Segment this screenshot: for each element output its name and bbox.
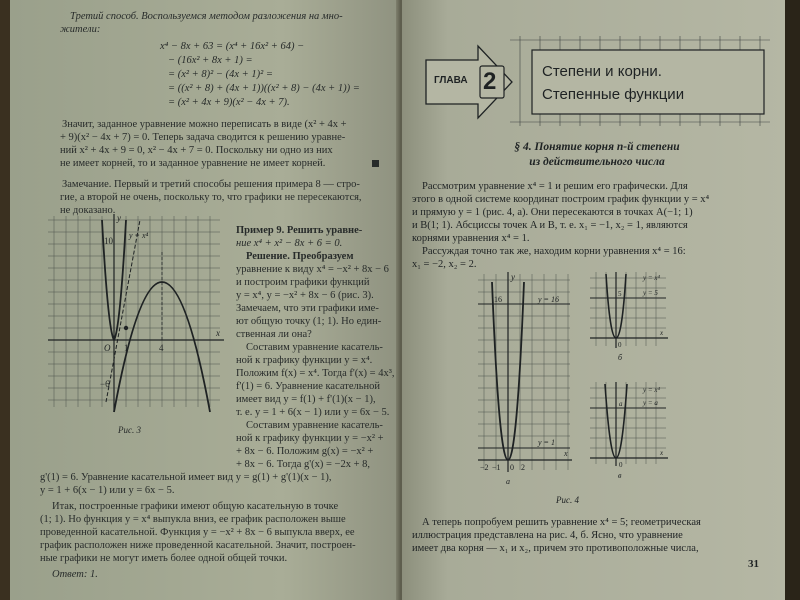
fig4a-tick-minus2: −2 [480, 463, 489, 472]
example-line: уравнение к виду x⁴ = −x² + 8x − 6 [236, 264, 389, 275]
fig4c-label-yx4: y = x⁴ [643, 386, 660, 394]
graph-origin: O [104, 343, 111, 353]
right-bottom-line: имеет два корня — x₁ и x₂, причем это противоположные числа, [412, 543, 699, 554]
example-line: Положим f(x) = x⁴. Тогда f'(x) = 4x³, [236, 368, 395, 379]
end-of-proof-mark [372, 160, 379, 167]
figure-3-caption: Рис. 3 [118, 425, 141, 435]
left-eq-5: = (x² + 4x + 9)(x² − 4x + 7). [168, 97, 290, 108]
example-line: y = x⁴, y = −x² + 8x − 6 (рис. 3). [236, 290, 374, 301]
example-line: f'(1) = 6. Уравнение касательной [236, 381, 381, 392]
right-para-line: Рассмотрим уравнение x⁴ = 1 и решим его графически. Для [422, 181, 688, 192]
figure-3-graph [44, 212, 226, 420]
chapter-title-line2: Степенные функции [542, 86, 685, 103]
fig4c-sublabel: в [618, 471, 622, 480]
example-line: т. е. y = 1 + 6(x − 1) или y = 6x − 5. [236, 407, 390, 418]
example-line: Замечаем, что эти графики име- [236, 303, 379, 314]
fig4a-tick-16: 16 [494, 295, 502, 304]
answer-line: Ответ: 1. [52, 569, 98, 580]
fig4b-tick-5: 5 [618, 290, 622, 298]
right-bottom-line: А теперь попробуем решить уравнение x⁴ = 5; геометрическая [422, 517, 701, 528]
left-remark-line: гие, а второй не очень, поскольку то, что графики не пересекаются, [60, 192, 362, 203]
fig4c-label-ya: y = a [643, 399, 658, 407]
fig4b-x-label: x [660, 329, 664, 337]
figure-4b-graph [588, 270, 668, 364]
figure-4c-graph [588, 380, 668, 480]
fig4a-label-y1: y = 1 [538, 438, 555, 447]
figure-4a-graph [476, 270, 572, 488]
graph-tick-minus6: −6 [100, 379, 110, 389]
fig4c-tick-0: 0 [619, 461, 623, 469]
fig4b-label-y5: y = 5 [643, 289, 658, 297]
right-para-line: и B(1; 1). Абсциссы точек A и B, т. е. x₁ = −1, x₂ = 1, являются [412, 220, 688, 231]
left-intro-line2: жители: [60, 24, 101, 35]
section-title-line1: § 4. Понятие корня n-й степени [514, 141, 680, 153]
graph-label-y-x4: y = x⁴ [129, 231, 149, 240]
left-bottom-line: ные графики не могут иметь более одной общей точки. [40, 553, 288, 564]
fig4b-tick-0: 0 [618, 341, 622, 349]
example-line: + 8x − 6. Положим g(x) = −x² + [236, 446, 374, 457]
left-remark-line: не доказано. [60, 205, 116, 216]
graph-tick-4: 4 [159, 343, 164, 353]
fig4a-y-label: y [511, 272, 515, 282]
example-line: Решение. Преобразуем [246, 251, 354, 262]
left-para-line: ний x² + 4x + 9 = 0, x² − 4x + 7 = 0. Поскольку ни одно из них [60, 145, 333, 156]
fig4a-tick-2: 2 [521, 463, 525, 472]
right-para-line: корнями уравнения x⁴ = 1. [412, 233, 530, 244]
fig4a-tick-0: 0 [510, 463, 514, 472]
graph-tick-1: 1 [124, 343, 129, 353]
right-para-line: x₁ = −2, x₂ = 2. [412, 259, 477, 270]
left-para-line: не имеет корней, то и заданное уравнение не имеет корней. [60, 158, 326, 169]
example-line: ют общую точку (1; 1). Но един- [236, 316, 382, 327]
left-para-line: + 9)(x² − 4x + 7) = 0. Теперь задача сводится к решению уравне- [60, 132, 346, 143]
right-para-line: и прямую y = 1 (рис. 4, а). Они пересекаются в точках A(−1; 1) [412, 207, 693, 218]
left-bottom-line: график расположен ниже проведенной касательной. Значит, построен- [40, 540, 356, 551]
example-line: ной к графику функции y = −x² + [236, 433, 384, 444]
left-para-line: Значит, заданное уравнение можно переписать в виде (x² + 4x + [62, 119, 347, 130]
fig4c-x-label: x [660, 449, 664, 457]
section-title-line2: из действительного числа [529, 156, 665, 168]
example-line: ние x⁴ + x² − 8x + 6 = 0. [236, 238, 343, 249]
right-para-line: Рассуждая точно так же, находим корни уравнения x⁴ = 16: [422, 246, 686, 257]
fig4a-sublabel: а [506, 477, 510, 486]
graph-x-label: x [216, 328, 220, 338]
graph-tick-10: 10 [104, 236, 113, 246]
left-eq-3: = (x² + 8)² − (4x + 1)² = [168, 69, 273, 80]
page-number: 31 [748, 558, 759, 570]
right-bottom-line: иллюстрация представлена на рис. 4, б. Ясно, что уравнение [412, 530, 683, 541]
fig4a-tick-minus1: −1 [492, 463, 501, 472]
chapter-number: 2 [483, 68, 497, 95]
fig4a-label-y16: y = 16 [538, 295, 559, 304]
example-line: ной к графику функции y = x⁴. [236, 355, 373, 366]
example-line: Составим уравнение касатель- [246, 342, 383, 353]
right-para-line: этого в одной системе координат построим график функции y = x⁴ [412, 194, 710, 205]
left-bottom-line: Итак, построенные графики имеют общую касательную в точке [52, 501, 339, 512]
example-line: имеет вид y = f(1) + f'(1)(x − 1), [236, 394, 376, 405]
fig4b-label-yx4: y = x⁴ [643, 274, 660, 282]
fig4a-x-label: x [564, 449, 568, 458]
left-bottom-line: (1; 1). Но функция y = x⁴ выпукла вниз, ее график расположен выше [40, 514, 346, 525]
fig4c-tick-a: a [619, 400, 623, 408]
left-eq-2: − (16x² + 8x + 1) = [168, 55, 253, 66]
example-line: и построим графики функций [236, 277, 370, 288]
example-line: + 8x − 6. Тогда g'(x) = −2x + 8, [236, 459, 371, 470]
left-eq-4: = ((x² + 8) + (4x + 1))((x² + 8) − (4x + 1)) = [168, 83, 360, 94]
graph-y-label: y [117, 213, 121, 223]
figure-4-caption: Рис. 4 [556, 495, 579, 505]
chapter-label: ГЛАВА [434, 75, 468, 86]
left-remark-line: Замечание. Первый и третий способы решения примера 8 — стро- [62, 179, 360, 190]
chapter-title-line1: Степени и корни. [542, 63, 662, 80]
left-eq-1: x⁴ − 8x + 63 = (x⁴ + 16x² + 64) − [160, 41, 305, 52]
table-edge [785, 0, 800, 600]
left-intro-line: Третий способ. Воспользуемся методом разложения на мно- [70, 11, 343, 22]
example-line: ственная ли она? [236, 329, 312, 340]
left-bottom-line: проведенной касательной. Функция y = −x² + 8x − 6 выпукла вверх, ее [40, 527, 355, 538]
left-bottom-line: g'(1) = 6. Уравнение касательной имеет вид y = g(1) + g'(1)(x − 1), [40, 472, 332, 483]
example-line: Пример 9. Решить уравне- [236, 225, 363, 236]
left-page [10, 0, 400, 600]
fig4b-sublabel: б [618, 353, 623, 362]
right-page [402, 0, 785, 600]
left-bottom-line: y = 1 + 6(x − 1) или y = 6x − 5. [40, 485, 175, 496]
example-line: Составим уравнение касатель- [246, 420, 383, 431]
